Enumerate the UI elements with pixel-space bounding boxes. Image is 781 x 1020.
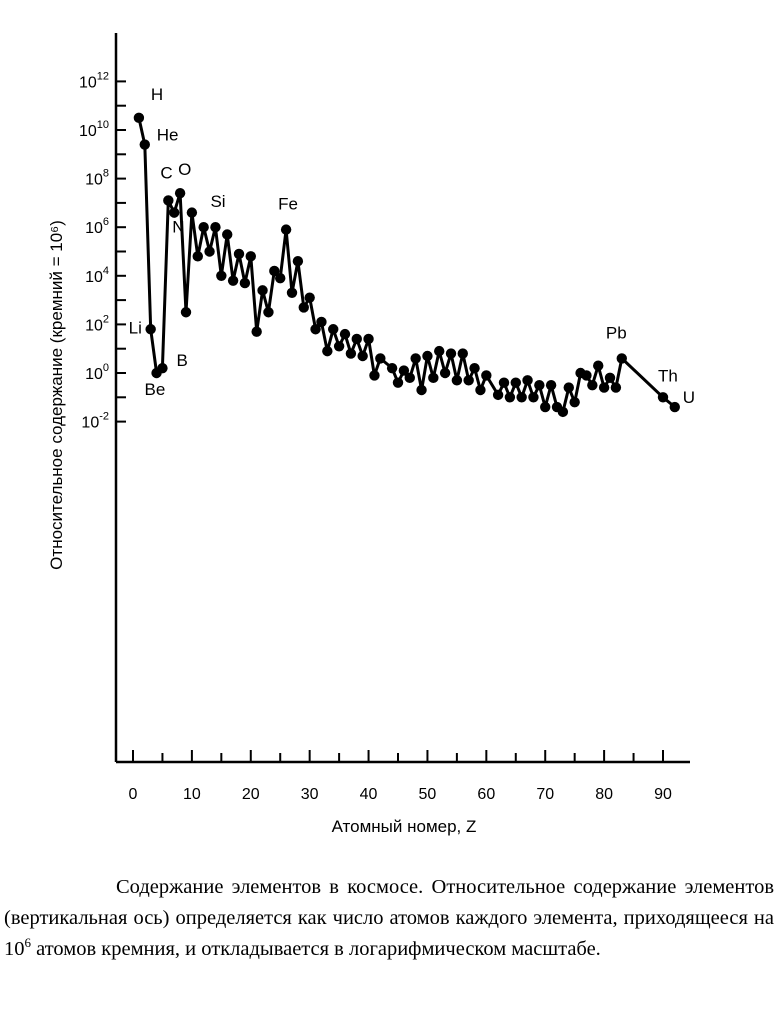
data-point bbox=[469, 363, 479, 373]
data-point bbox=[540, 402, 550, 412]
data-point bbox=[304, 292, 314, 302]
x-tick-label: 90 bbox=[654, 786, 672, 803]
data-point bbox=[352, 334, 362, 344]
data-point bbox=[422, 351, 432, 361]
data-point bbox=[204, 246, 214, 256]
data-point bbox=[210, 222, 220, 232]
data-point bbox=[157, 363, 167, 373]
data-point bbox=[251, 326, 261, 336]
data-point bbox=[605, 373, 615, 383]
data-point bbox=[134, 113, 144, 123]
element-label: H bbox=[150, 84, 164, 104]
data-point bbox=[340, 329, 350, 339]
data-point bbox=[463, 375, 473, 385]
data-point bbox=[458, 348, 468, 358]
data-point bbox=[334, 341, 344, 351]
x-tick-label: 50 bbox=[418, 786, 437, 803]
data-point bbox=[416, 385, 426, 395]
data-point bbox=[617, 353, 627, 363]
data-point bbox=[499, 378, 509, 388]
data-point bbox=[387, 363, 397, 373]
data-point bbox=[169, 207, 179, 217]
x-tick-label: 40 bbox=[359, 786, 378, 803]
data-point bbox=[599, 382, 609, 392]
data-point bbox=[140, 139, 150, 149]
y-tick-label: $10^{12}$ bbox=[78, 70, 109, 92]
y-tick-label: $10^6$ bbox=[85, 216, 109, 238]
data-point bbox=[316, 317, 326, 327]
element-label: O bbox=[178, 160, 192, 180]
data-point bbox=[163, 195, 173, 205]
x-tick-label: 30 bbox=[300, 786, 319, 803]
data-point bbox=[175, 188, 185, 198]
y-tick-label: $10^2$ bbox=[85, 313, 109, 335]
caption-text-2: атомов кремния, и откладывается в логарифмическом масштабе. bbox=[31, 938, 601, 960]
caption-text-1: Содержание элементов в космосе. Относительное содержание элементов (вертикальная ось) определяется как число атомов каждого элемента, приходящееся на 10 bbox=[4, 876, 774, 960]
data-point bbox=[587, 380, 597, 390]
data-point bbox=[410, 353, 420, 363]
data-point bbox=[493, 390, 503, 400]
data-point bbox=[299, 302, 309, 312]
element-label: Be bbox=[144, 380, 166, 399]
y-axis-label: Относительное содержание (кремний = 10⁶) bbox=[47, 220, 66, 570]
x-axis bbox=[116, 750, 690, 803]
y-axis bbox=[79, 33, 126, 762]
element-label: He bbox=[156, 125, 179, 145]
data-point bbox=[528, 392, 538, 402]
element-label: C bbox=[160, 163, 173, 183]
data-point bbox=[228, 275, 238, 285]
data-point bbox=[216, 271, 226, 281]
y-tick-label: $10^4$ bbox=[85, 264, 109, 286]
data-point bbox=[357, 351, 367, 361]
data-point bbox=[546, 380, 556, 390]
data-point bbox=[322, 346, 332, 356]
y-tick-label: $10^{10}$ bbox=[78, 119, 109, 140]
data-point bbox=[534, 380, 544, 390]
data-point bbox=[564, 382, 574, 392]
y-tick-label: $10^{-2}$ bbox=[81, 410, 109, 432]
data-point bbox=[346, 348, 356, 358]
element-label: N bbox=[172, 217, 185, 237]
x-tick-label: 0 bbox=[128, 786, 138, 803]
data-point bbox=[611, 382, 621, 392]
x-tick-label: 70 bbox=[536, 786, 555, 803]
data-point bbox=[428, 373, 438, 383]
data-point bbox=[440, 368, 450, 378]
data-point bbox=[287, 288, 297, 298]
data-point bbox=[275, 273, 285, 283]
data-point bbox=[222, 229, 232, 239]
data-point bbox=[193, 251, 203, 261]
data-point bbox=[281, 224, 291, 234]
data-point bbox=[569, 397, 579, 407]
data-point bbox=[187, 207, 197, 217]
data-point bbox=[516, 392, 526, 402]
data-point bbox=[234, 249, 244, 259]
element-label: Fe bbox=[278, 194, 298, 214]
element-label: Si bbox=[210, 192, 226, 212]
data-point bbox=[475, 385, 485, 395]
data-point bbox=[593, 361, 603, 371]
x-axis-label: Атомный номер, Z bbox=[331, 817, 477, 836]
data-point bbox=[581, 370, 591, 380]
element-label: B bbox=[176, 351, 188, 371]
data-point bbox=[328, 324, 338, 334]
y-tick-label: $10^8$ bbox=[85, 167, 109, 189]
element-label: Li bbox=[128, 318, 142, 338]
data-point bbox=[369, 370, 379, 380]
data-point bbox=[257, 285, 267, 295]
x-tick-label: 20 bbox=[241, 786, 260, 803]
abundance-series bbox=[134, 113, 680, 417]
data-point bbox=[558, 407, 568, 417]
data-point bbox=[393, 378, 403, 388]
data-point bbox=[511, 378, 521, 388]
data-point bbox=[658, 392, 668, 402]
data-point bbox=[363, 334, 373, 344]
y-tick-label: $10^0$ bbox=[85, 362, 109, 383]
x-tick-label: 10 bbox=[182, 786, 201, 803]
data-point bbox=[246, 251, 256, 261]
data-point bbox=[293, 256, 303, 266]
data-point bbox=[481, 370, 491, 380]
data-point bbox=[375, 353, 385, 363]
data-point bbox=[446, 348, 456, 358]
data-point bbox=[181, 307, 191, 317]
element-label: U bbox=[682, 388, 696, 408]
data-point bbox=[240, 278, 250, 288]
data-point bbox=[505, 392, 515, 402]
data-point bbox=[263, 307, 273, 317]
data-point bbox=[452, 375, 462, 385]
data-point bbox=[145, 324, 155, 334]
data-point bbox=[434, 346, 444, 356]
data-point bbox=[405, 373, 415, 383]
x-tick-label: 80 bbox=[595, 786, 614, 803]
caption-superscript: 6 bbox=[24, 935, 31, 951]
element-label: Th bbox=[658, 366, 678, 386]
data-point bbox=[522, 375, 532, 385]
data-point bbox=[670, 402, 680, 412]
element-label: Pb bbox=[605, 323, 627, 343]
x-tick-label: 60 bbox=[477, 786, 496, 803]
data-point bbox=[198, 222, 208, 232]
figure-caption bbox=[4, 872, 774, 965]
